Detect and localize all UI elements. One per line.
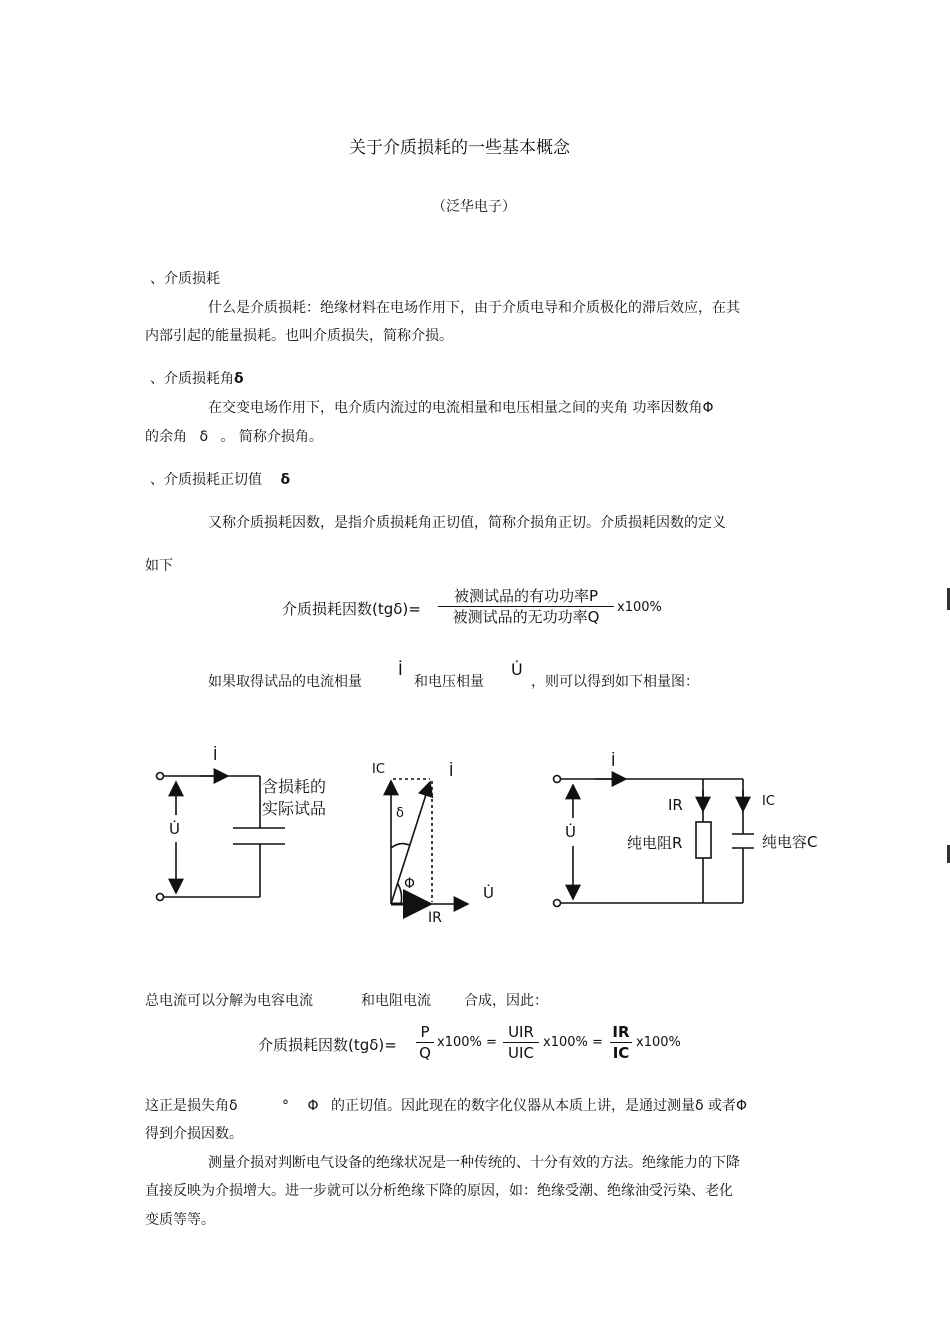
phasor-intro-text-b: 和电压相量	[414, 674, 484, 690]
closing-paragraph-line-1: 测量介损对判断电气设备的绝缘状况是一种传统的、十分有效的方法。绝缘能力的下降	[208, 1155, 740, 1171]
section-3-paragraph-line-2: 如下	[145, 558, 173, 574]
phi-symbol: Φ	[736, 1098, 748, 1114]
fraction-3-numerator: IR	[612, 1023, 630, 1041]
formula-2-fraction-2	[503, 1022, 539, 1063]
current-phasor-symbol: İ	[398, 660, 403, 679]
phi-angle-label: Φ	[404, 876, 416, 892]
specimen-label-line-2: 实际试品	[262, 799, 327, 818]
capacitor-label: 纯电容C	[762, 833, 818, 851]
delta-symbol: δ	[694, 1098, 704, 1114]
capacitor-current-label: IC	[762, 794, 775, 809]
conclusion-text-b: 的正切值。因此现在的数字化仪器从本质上讲，是通过测量	[330, 1098, 695, 1114]
left-voltage-label: U̇	[169, 820, 180, 838]
decomposition-text-a: 总电流可以分解为电容电流	[145, 993, 313, 1009]
terminal-top	[157, 773, 164, 780]
specimen-label-line-1: 含损耗的	[262, 777, 327, 796]
total-current-label: İ	[449, 762, 454, 780]
formula-1-denominator: 被测试品的无功功率Q	[452, 608, 600, 626]
section-2-text-a: 的余角	[145, 429, 187, 445]
voltage-axis-label: U̇	[483, 884, 494, 902]
section-2-text: 在交变电场作用下，电介质内流过的电流相量和电压相量之间的夹角 功率因数角	[208, 400, 703, 416]
conclusion-line-2: 得到介损因数。	[145, 1126, 243, 1142]
resistor-current-label: IR	[668, 796, 683, 814]
formula-2-multiplier-2: x100% =	[543, 1035, 603, 1050]
closing-paragraph-line-3: 变质等等。	[145, 1212, 215, 1228]
section-3-paragraph-line-1: 又称介质损耗因数，是指介质损耗角正切值，简称介损角正切。介质损耗因数的定义	[208, 515, 726, 531]
delta-symbol: δ	[280, 472, 291, 488]
page-title: 关于介质损耗的一些基本概念	[349, 138, 570, 158]
decomposition-text-c: 合成，因此：	[464, 993, 548, 1009]
formula-2-tail: x100%	[636, 1035, 681, 1050]
formula-2-fraction-1	[416, 1022, 434, 1063]
delta-arc	[391, 844, 409, 848]
conclusion-text-a: 这正是损失角	[145, 1098, 229, 1114]
phasor-intro-text-c: ，则可以得到如下相量图：	[531, 674, 699, 690]
ir-label: IR	[428, 910, 442, 926]
section-2-text-b: 。 简称介损角。	[220, 429, 323, 445]
degree-mark: °	[282, 1098, 290, 1114]
author-line: （泛华电子）	[432, 199, 516, 215]
phi-symbol: Φ	[702, 400, 714, 416]
formula-2-fraction-3	[610, 1022, 632, 1063]
right-voltage-label: U̇	[565, 823, 576, 841]
delta-symbol: δ	[234, 371, 244, 387]
ic-label: IC	[372, 762, 385, 777]
phi-symbol: Φ	[307, 1098, 319, 1114]
formula-1-lhs: 介质损耗因数(tgδ)=	[282, 600, 421, 618]
formula-2-multiplier-1: x100% =	[437, 1035, 497, 1050]
middle-phasor	[391, 779, 468, 904]
closing-paragraph-line-2: 直接反映为介损增大。进一步就可以分析绝缘下降的原因，如：绝缘受潮、绝缘油受污染、老化	[145, 1183, 733, 1199]
fraction-2-denominator: UIC	[508, 1044, 534, 1062]
resistor	[696, 822, 711, 858]
section-1-paragraph-line-2: 内部引起的能量损耗。也叫介质损失，简称介损。	[145, 328, 453, 344]
section-2-heading-text: 、介质损耗角	[150, 371, 234, 387]
left-current-label: İ	[213, 746, 218, 764]
fraction-1-numerator: P	[420, 1023, 430, 1041]
delta-angle-label: δ	[396, 806, 404, 821]
fraction-2-numerator: UIR	[508, 1023, 534, 1041]
voltage-phasor-symbol: U̇	[511, 660, 523, 679]
terminal-bottom	[554, 900, 561, 907]
phi-arc	[398, 884, 402, 904]
formula-1-numerator: 被测试品的有功功率P	[453, 587, 599, 605]
section-1-paragraph-line-1: 什么是介质损耗：绝缘材料在电场作用下，由于介质电导和介质极化的滞后效应，在其	[208, 300, 740, 316]
formula-1-tail: x100%	[617, 600, 662, 615]
right-current-label: İ	[611, 752, 616, 770]
conclusion-text-c: 或者	[708, 1098, 736, 1114]
section-1-heading: 、介质损耗	[150, 271, 220, 287]
phasor-intro-text: 如果取得试品的电流相量	[208, 674, 362, 690]
formula-2-lhs: 介质损耗因数(tgδ)=	[258, 1036, 397, 1054]
decomposition-text-b: 和电阻电流	[361, 993, 431, 1009]
conclusion-line-1	[145, 1096, 747, 1116]
resistor-label: 纯电阻R	[627, 834, 683, 852]
terminal-top	[554, 776, 561, 783]
fraction-3-denominator: IC	[612, 1044, 630, 1062]
delta-symbol: δ	[229, 1098, 238, 1114]
delta-symbol: δ	[199, 429, 209, 445]
fraction-1-denominator: Q	[419, 1044, 431, 1062]
terminal-bottom	[157, 894, 164, 901]
section-3-heading-text: 、介质损耗正切值	[150, 472, 262, 488]
